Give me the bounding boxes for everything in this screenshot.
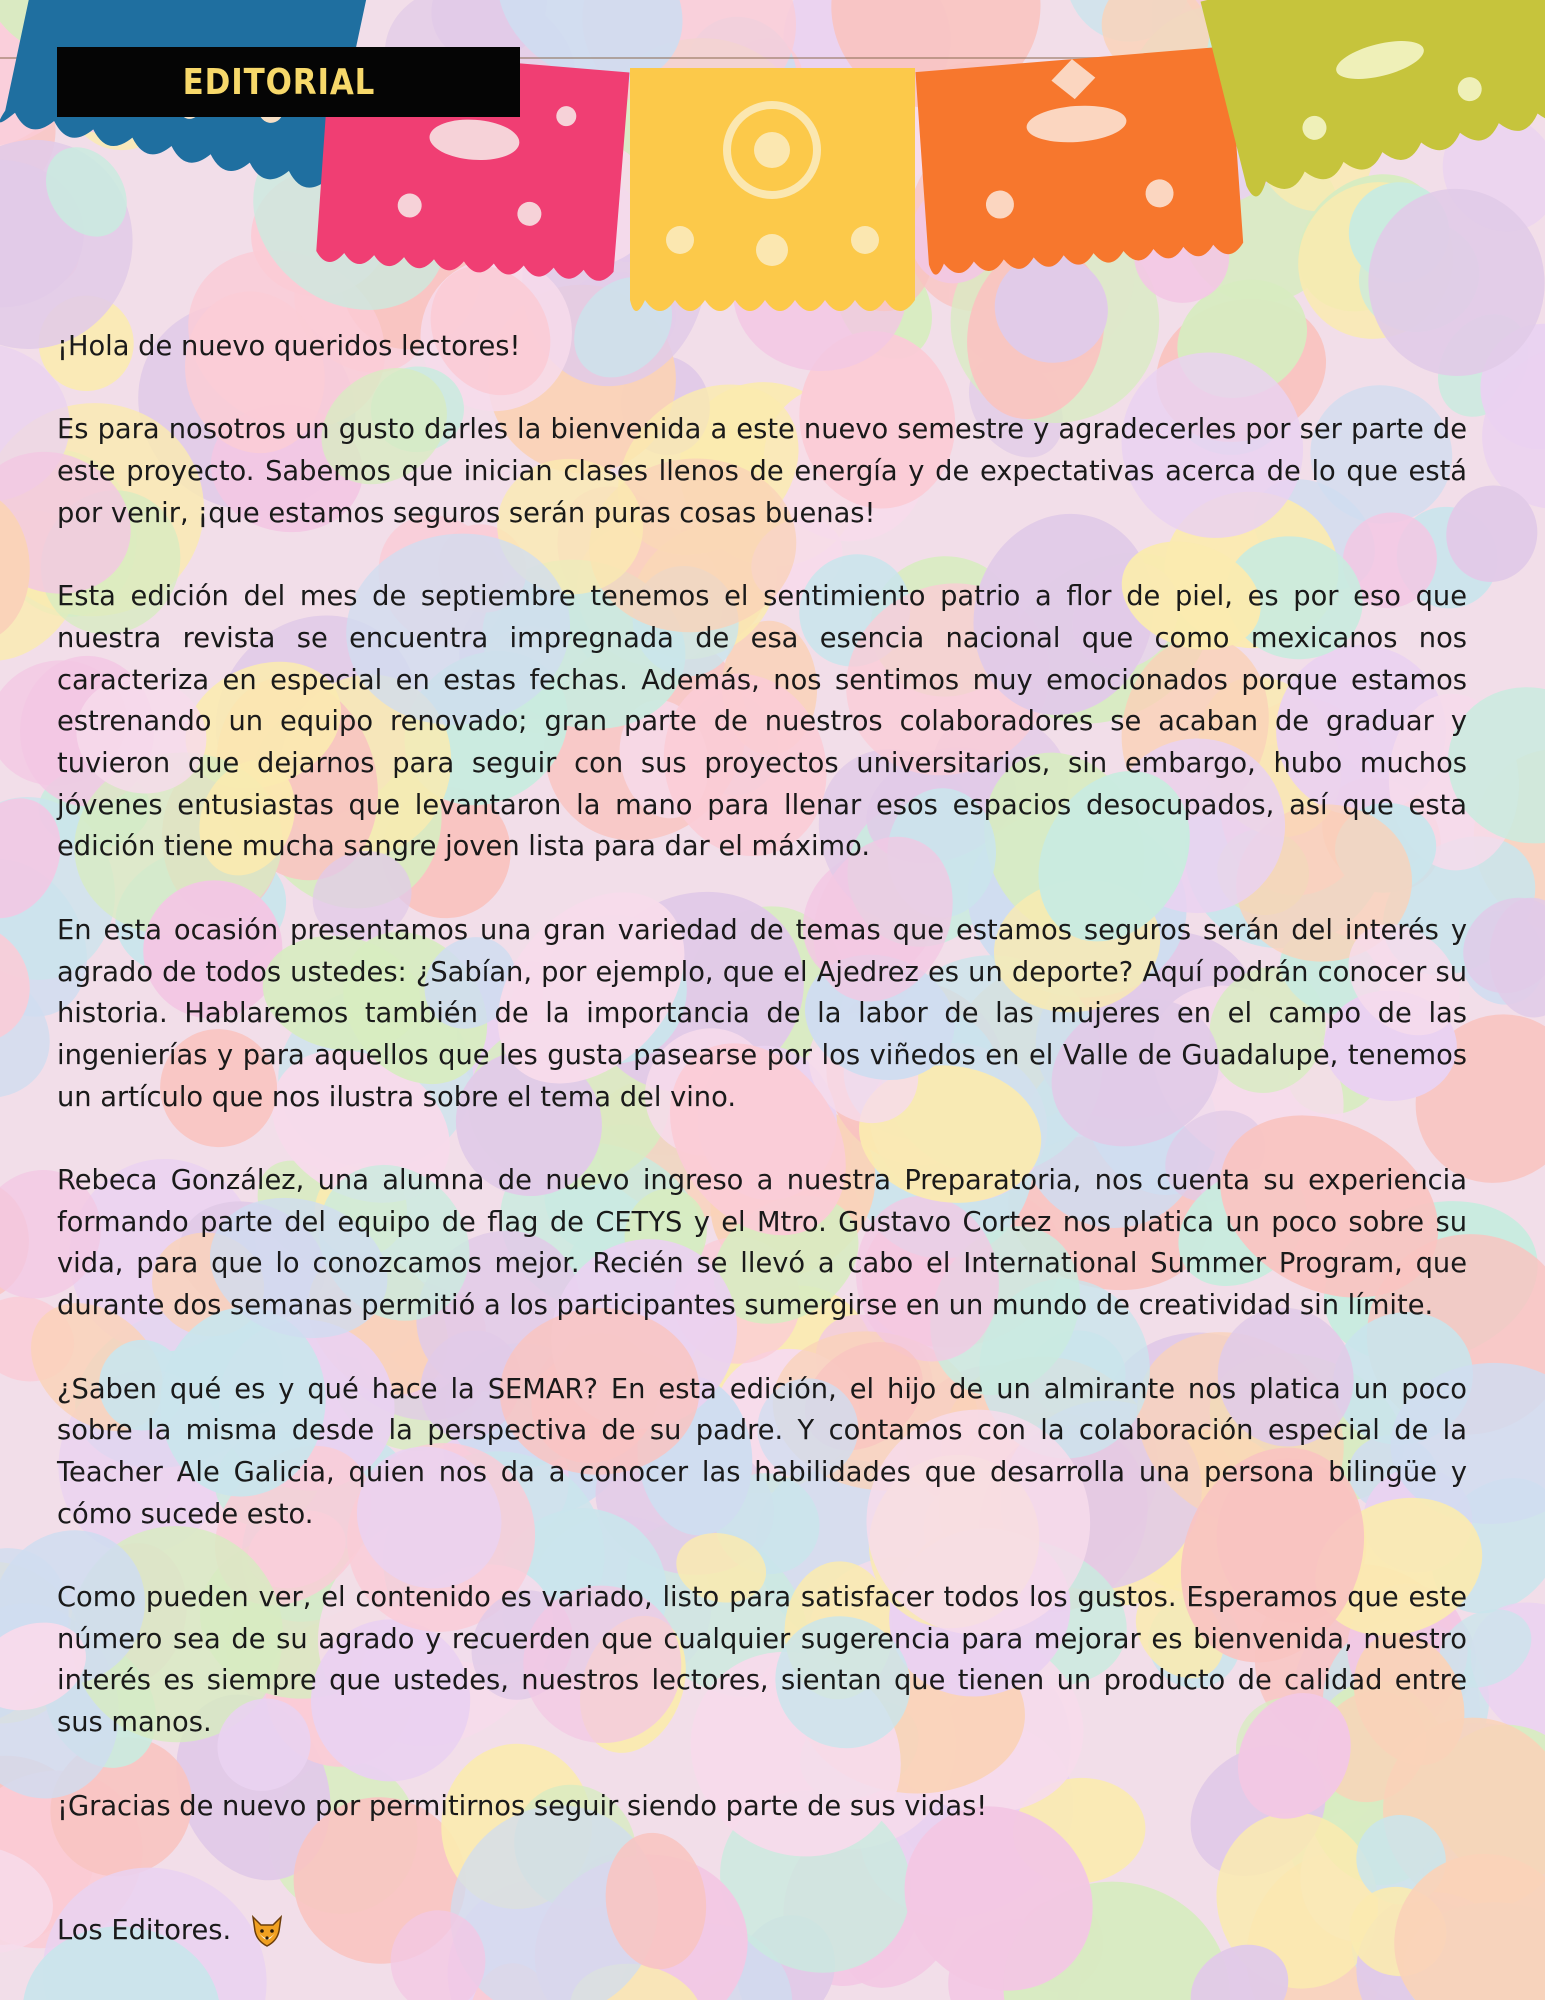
signature [57, 1910, 285, 1952]
page-title: EDITORIAL [182, 61, 375, 103]
paragraph: Esta edición del mes de septiembre tenemos el sentimiento patrio a flor de piel, es por eso que nuestra revista se encuentra impregnada de esa esencia nacional que como mexicanos nos caracteriza en especial en estas fechas. Además, nos sentimos muy emocionados porque estamos estrenando un equipo renovado; gran parte de nuestros colaboradores se acaban de graduar y tuvieron que dejarnos para seguir con sus proyectos universitarios, sin embargo, hubo muchos jóvenes entusiastas que levantaron la mano para llenar esos espacios desocupados, así que esta edición tiene mucha sangre joven lista para dar el máximo. [57, 581, 1467, 863]
paragraph: Es para nosotros un gusto darles la bienvenida a este nuevo semestre y agradecerles por ser parte de este proyecto. Sabemos que inician clases llenos de energía y de expectativas acerca de lo que está por venir, ¡que estamos seguros serán puras cosas buenas! [57, 414, 1467, 529]
editorial-title-box [57, 47, 520, 117]
closing-line: ¡Gracias de nuevo por permitirnos seguir siendo parte de sus vidas! [57, 1790, 988, 1822]
flag-green [1201, 0, 1545, 198]
paragraph: En esta ocasión presentamos una gran variedad de temas que estamos seguros serán del interés y agrado de todos ustedes: ¿Sabían, por ejemplo, que el Ajedrez es un deporte? Aquí podrán conocer su historia. Hablaremos también de la importancia de la labor de las mujeres en el campo de las ingenierías y para aquellos que les gusta pasearse por los viñedos en el Valle de Guadalupe, tenemos un artículo que nos ilustra sobre el tema del vino. [57, 914, 1467, 1113]
fox-icon [249, 1913, 285, 1949]
paragraph: Rebeca González, una alumna de nuevo ingreso a nuestra Preparatoria, nos cuenta su experiencia formando parte del equipo de flag de CETYS y el Mtro. Gustavo Cortez nos platica un poco sobre su vida, para que lo conozcamos mejor. Recién se llevó a cabo el International Summer Program, que durante dos semanas permitió a los participantes sumergirse en un mundo de creatividad sin límite. [57, 1165, 1467, 1322]
flag-orange [915, 46, 1244, 275]
greeting: ¡Hola de nuevo queridos lectores! [57, 331, 521, 362]
flag-yellow [630, 68, 915, 311]
paragraph: ¿Saben qué es y qué hace la SEMAR? En esta edición, el hijo de un almirante nos platica un poco sobre la misma desde la perspectiva de su padre. Y contamos con la colaboración especial de la Teacher Ale Galicia, quien nos da a conocer las habilidades que desarrolla una persona bilingüe y cómo sucede esto. [57, 1373, 1467, 1530]
paragraph: Como pueden ver, el contenido es variado, listo para satisfacer todos los gustos. Esperamos que este número sea de su agrado y recuerden que cualquier sugerencia para mejorar es bienvenida, nuestro interés es siempre que ustedes, nuestros lectores, sientan que tienen un producto de calidad entre sus manos. [57, 1582, 1467, 1739]
signature-text: Los Editores. [57, 1915, 232, 1946]
article-body [57, 326, 1467, 1869]
